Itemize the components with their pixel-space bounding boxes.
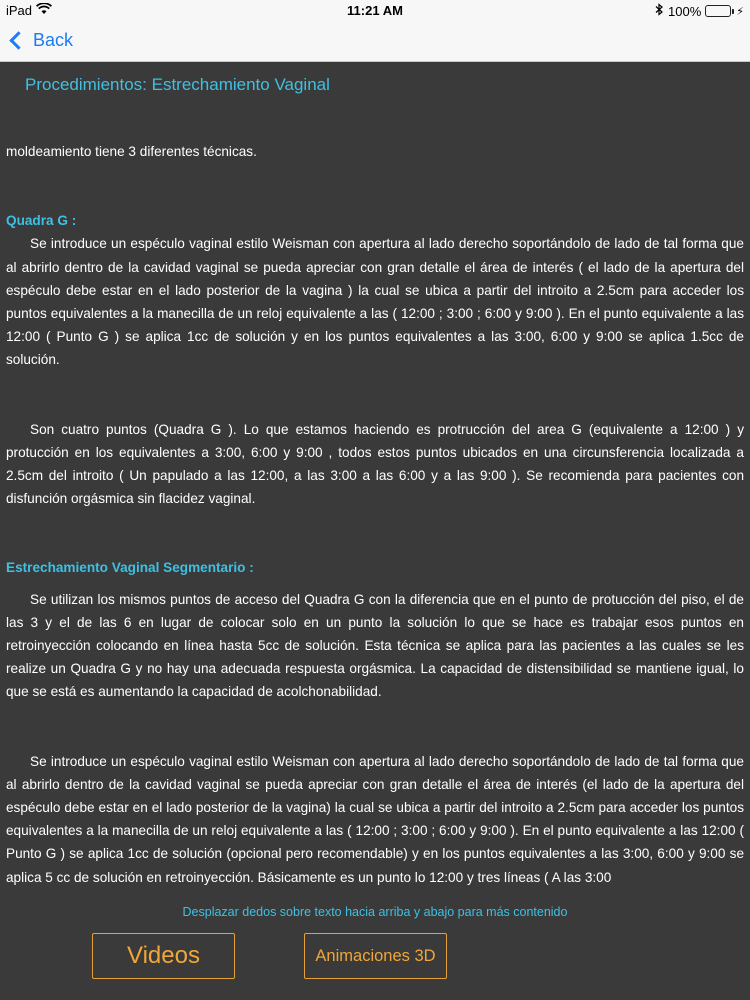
section-heading-quadra-g: Quadra G : (6, 213, 77, 229)
status-right (655, 3, 744, 19)
status-time: 11:21 AM (347, 3, 403, 18)
paragraph: Son cuatro puntos (Quadra G ). Lo que estamos haciendo es protrucción del area G (equivalente a 12:00 ) y protucción en los equivalentes a 3:00, 6:00 y 9:00 , todos estos puntos ubicados en una circunsferencia localizada a 2.5cm del introito ( Un papulado a las 12:00, a las 3:00 a las 6:00 y a las 9:00 ). Se recomienda para pacientes con disfunción orgásmica sin flacidez vaginal. (6, 421, 744, 507)
chevron-left-icon (9, 31, 27, 49)
battery-percent: 100% (668, 3, 702, 19)
device-name: iPad (6, 3, 33, 18)
paragraph: Se introduce un espéculo vaginal estilo Weisman con apertura al lado derecho soportándolo de lado de tal forma que al abrirlo dentro de la cavidad vaginal se pueda apreciar con gran detalle el área de interés (el lado de la apertura del espéculo debe estar en el lado posterior de la vagina) la cual se ubica a partir del introito a 2.5cm para acceder los puntos equivalentes a la manecilla de un reloj equivalente a las ( 12:00 ; 3:00 ; 6:00 y 9:00 ). En el punto equivalente a las 12:00 ( Punto G ) se aplica 1cc de solución (opcional pero recomendable) y en los puntos equivalentes a las 3:00, 6:00 y 9:00 se aplica 5 cc de solución en retroinyección. Básicamente es un punto lo 12:00 y tres líneas ( A las 3:00 (6, 753, 744, 885)
navigation-bar (0, 22, 750, 62)
content-scroll-area[interactable] (0, 140, 750, 898)
back-button[interactable] (8, 30, 73, 51)
back-label: Back (33, 30, 74, 50)
animations-3d-button[interactable]: Animaciones 3D (304, 933, 447, 979)
page-title: Procedimientos: Estrechamiento Vaginal (25, 75, 330, 94)
section-heading-segmentario: Estrechamiento Vaginal Segmentario : (6, 560, 254, 576)
videos-button[interactable]: Videos (92, 933, 235, 979)
paragraph: Se introduce un espéculo vaginal estilo Weisman con apertura al lado derecho soportándolo de lado de tal forma que al abrirlo dentro de la cavidad vaginal se pueda apreciar con gran detalle el área de interés ( el lado de la apertura del espéculo debe estar en el lado posterior de la vagina ) la cual se ubica a partir del introito a 2.5cm para acceder los puntos equivalentes a la manecilla de un reloj equivalente a las ( 12:00 ; 3:00 ; 6:00 y 9:00 ). En el punto equivalente a las 12:00 ( Punto G ) se aplica 1cc de solución y en los puntos equivalentes a las 3:00, 6:00 y 9:00 se aplica 1.5cc de solución. (6, 236, 744, 368)
charging-bolt-icon: ⚡ (736, 5, 744, 18)
battery-icon (705, 5, 744, 18)
paragraph: Se utilizan los mismos puntos de acceso del Quadra G con la diferencia que en el punto de protucción del piso, el de las 3 y el de las 6 en lugar de colocar solo en un punto la solución lo que se hace es trabajar esos puntos en retroinyección colocando en línea hasta 5cc de solución. Esta técnica se aplica para las pacientes a las cuales se les realize un Quadra G y no hay una adecuada respuesta orgásmica. La capacidad de distensibilidad se mantiene igual, lo que se está es aumentando la capacidad de acolchonabilidad. (6, 591, 744, 700)
scroll-hint: Desplazar dedos sobre texto hacia arriba y abajo para más contenido (182, 905, 568, 919)
bluetooth-icon (655, 3, 664, 19)
status-bar (0, 0, 750, 22)
intro-text: moldeamiento tiene 3 diferentes técnicas. (6, 144, 257, 159)
